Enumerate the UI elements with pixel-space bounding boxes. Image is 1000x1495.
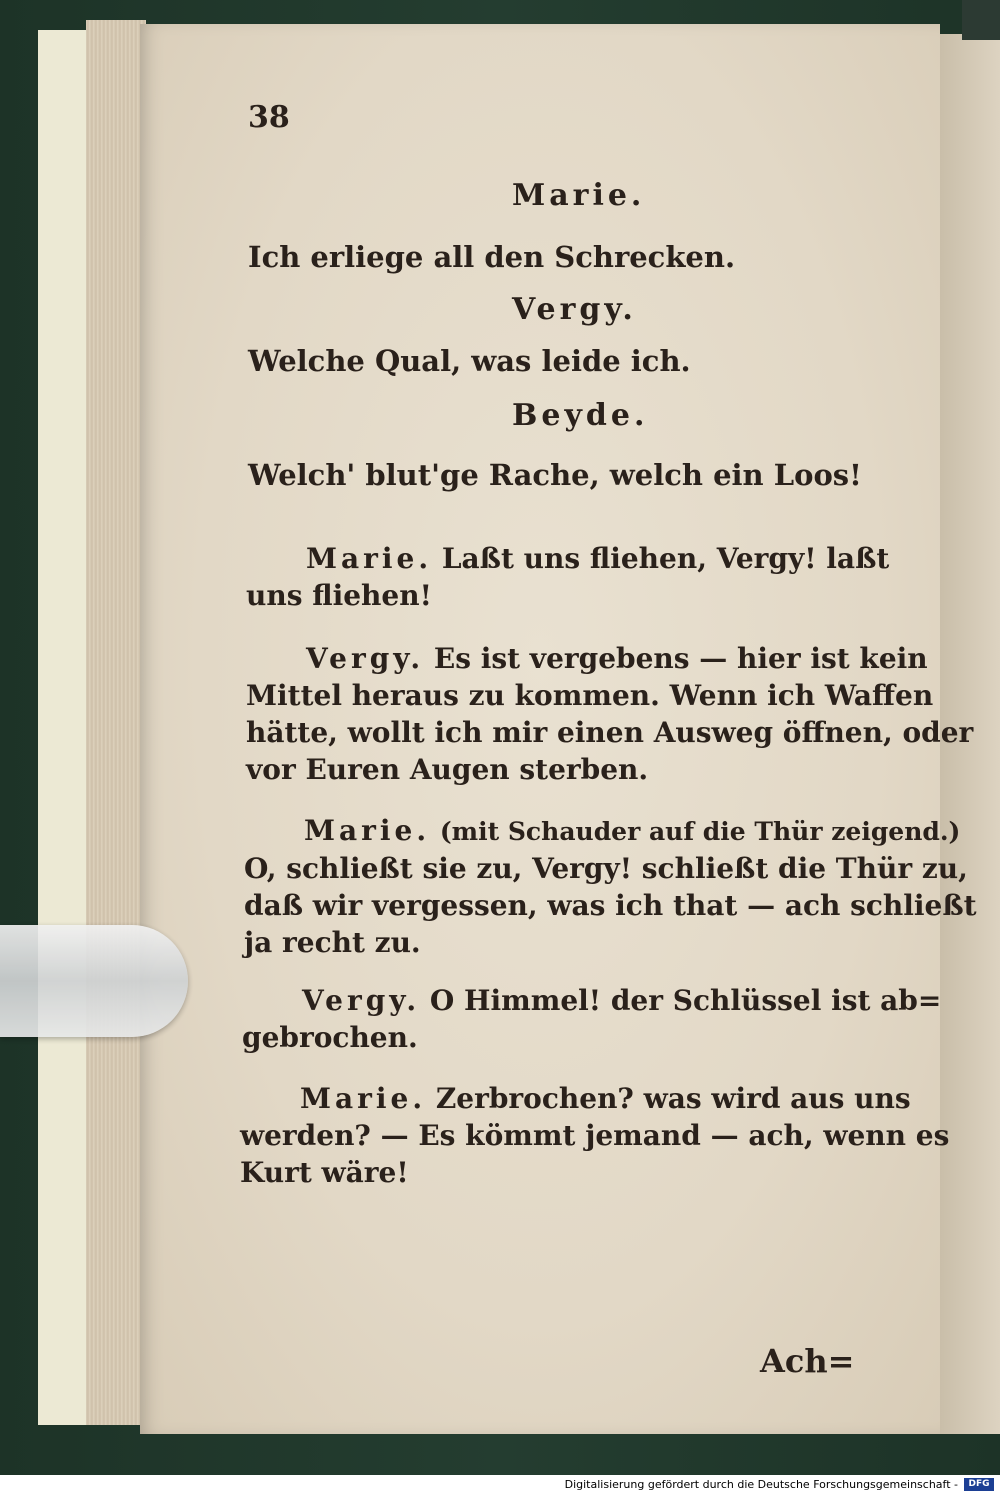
dialogue-line: werden? — Es kömmt jemand — ach, wenn es: [240, 1119, 950, 1152]
dialogue-paragraph: [246, 640, 973, 788]
dialogue-line: Laßt uns fliehen, Vergy! laßt: [441, 542, 890, 575]
dialogue-line: hätte, wollt ich mir einen Ausweg öffnen, oder: [246, 716, 974, 749]
verse-speaker: Vergy.: [512, 292, 637, 327]
page-number: 38: [248, 100, 290, 135]
dialogue-speaker: Marie.: [304, 814, 431, 847]
dialogue-line: Zerbrochen? was wird aus uns: [435, 1082, 911, 1115]
verse-speaker: Beyde.: [512, 398, 649, 433]
dialogue-line: uns fliehen!: [246, 579, 432, 612]
stage-direction: (mit Schauder auf die Thür zeigend.): [439, 817, 961, 846]
dialogue-line: daß wir vergessen, was ich that — ach schließt: [244, 889, 977, 922]
dialogue-line: ja recht zu.: [244, 926, 421, 959]
dialogue-line: Mittel heraus zu kommen. Wenn ich Waffen: [246, 679, 934, 712]
dfg-logo-icon: DFG: [964, 1478, 994, 1491]
page-clip: [0, 925, 188, 1037]
dialogue-paragraph: [244, 812, 977, 961]
dialogue-speaker: Marie.: [306, 542, 433, 575]
dialogue-line: gebrochen.: [242, 1021, 418, 1054]
dialogue-paragraph: [242, 982, 941, 1056]
dialogue-line: vor Euren Augen sterben.: [246, 753, 649, 786]
dialogue-line: O, schließt sie zu, Vergy! schließt die Thür zu,: [244, 852, 968, 885]
verse-line: Ich erliege all den Schrecken.: [248, 240, 736, 274]
dialogue-line: O Himmel! der Schlüssel ist ab=: [429, 984, 942, 1017]
dialogue-line: Es ist vergebens — hier ist kein: [433, 642, 928, 675]
dialogue-speaker: Vergy.: [302, 984, 421, 1017]
page-stack-edges: [86, 20, 146, 1425]
verse-line: Welch' blut'ge Rache, welch ein Loos!: [248, 458, 862, 492]
dialogue-speaker: Vergy.: [306, 642, 425, 675]
verse-speaker: Marie.: [512, 178, 646, 213]
dialogue-paragraph: [246, 540, 889, 614]
dialogue-speaker: Marie.: [300, 1082, 427, 1115]
scan-corner: [962, 0, 1000, 40]
dialogue-paragraph: [240, 1080, 949, 1191]
footer-bar: [0, 1475, 1000, 1495]
verse-line: Welche Qual, was leide ich.: [248, 344, 691, 378]
footer-credit: Digitalisierung gefördert durch die Deutsche Forschungsgemeinschaft -: [564, 1478, 958, 1491]
dialogue-line: Kurt wäre!: [240, 1156, 409, 1189]
catchword: Ach=: [760, 1342, 855, 1380]
